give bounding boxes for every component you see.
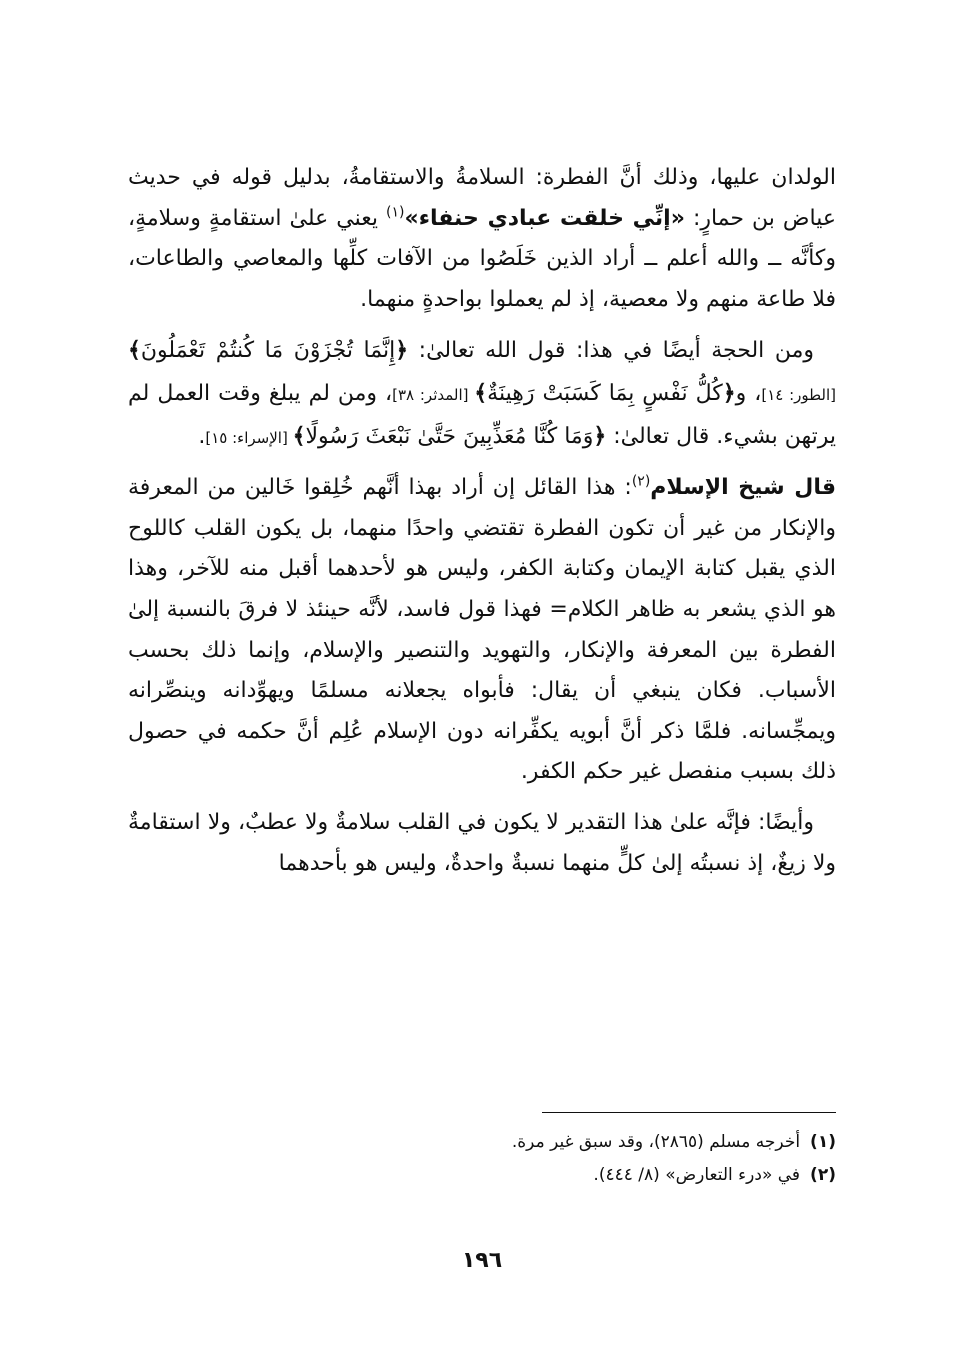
footnote-1-number: (١) <box>810 1132 836 1152</box>
quran-bracket-open-1: ﴿ <box>395 337 409 364</box>
quran-bracket-open-2: ﴿ <box>722 379 736 406</box>
paragraph-2-mid: ، ومن لم يبلغ وقت العمل لم يرتهن بشيء. قال تعالىٰ: <box>128 380 836 449</box>
quran-verse-2: كُلُّ نَفْسٍ بِمَا كَسَبَتْ رَهِينَةٌ <box>487 380 723 406</box>
paragraph-2-end: . <box>198 423 206 449</box>
speaker-name: قال شيخ الإسلام <box>650 475 836 501</box>
footnote-divider <box>542 1112 836 1113</box>
footnote-2-text: في «درء التعارض» (٨/ ٤٤٤). <box>593 1165 801 1185</box>
footnote-ref-2: (٢) <box>631 473 651 490</box>
verse-reference-1: [الطور: ١٤] <box>761 385 837 404</box>
paragraph-4-text: وأيضًا: فإنَّه علىٰ هذا التقدير لا يكون في القلب سلامةٌ ولا عطبٌ، ولا استقامةٌ ولا زيغٌ، إذ نسبتُه إلىٰ كلٍّ منهما نسبةٌ واحدةٌ، وليس هو بأحدهما <box>128 809 836 876</box>
verse-reference-2: [المدثر: ٣٨] <box>392 385 475 404</box>
footnote-2 <box>128 1159 836 1192</box>
paragraph-2-intro: ومن الحجة أيضًا في هذا: قول الله تعالىٰ: <box>408 338 814 364</box>
paragraph-1 <box>128 158 836 320</box>
paragraph-1-text-b: يعني علىٰ استقامةٍ وسلامةٍ، وكأنَّه ــ والله أعلم ــ أراد الذين خَلَصُوا من الآفات كلِّها والمعاصي والطاعات، فلا طاعة منهم ولا معصية، إذ لم يعملوا بواحدةٍ منهما. <box>128 205 836 312</box>
quran-verse-3: وَمَا كُنَّا مُعَذِّبِينَ حَتَّىٰ نَبْعَثَ رَسُولًا <box>305 423 594 449</box>
paragraph-3-text: : هذا القائل إن أراد بهذا أنَّهم خُلِقوا خَالين من المعرفة والإنكار من غير أن تكون الفطرة تقتضي واحدًا منهما، بل يكون القلب كاللوح الذي يقبل كتابة الإيمان وكتابة الكفر، وليس هو لأحدهما أقبل منه للآخر، وهذا هو الذي يشعر به ظاهر الكلام= فهذا قول فاسد، لأنَّه حينئذ لا فرقَ بالنسبة إلىٰ الفطرة بين المعرفة والإنكار، والتهويد والتنصير والإسلام، وإنما ذلك بحسب الأسباب. فكان ينبغي أن يقال: فأبواه يجعلانه مسلمًا ويهوِّدانه وينصِّرانه ويمجِّسانه. فلمَّا ذكر أنَّ أبويه يكفِّرانه دون الإسلام عُلِم أنَّ حكمه في حصول ذلك بسبب منفصل غير حكم الكفر. <box>128 475 836 785</box>
paragraph-2-join: ، و <box>735 380 762 406</box>
footnote-2-number: (٢) <box>810 1165 836 1185</box>
footnote-1-text: أخرجه مسلم (٢٨٦٥)، وقد سبق غير مرة. <box>511 1132 801 1152</box>
paragraph-4 <box>128 803 836 884</box>
paragraph-1-text-a: الولدان عليها، وذلك أنَّ الفطرة: السلامةُ والاستقامةُ، بدليل قوله في حديث عياض بن حمارٍ: <box>128 165 836 231</box>
quran-bracket-open-3: ﴿ <box>593 422 607 449</box>
footnotes <box>128 1126 836 1192</box>
quran-bracket-close-3: ﴾ <box>292 422 306 449</box>
quran-bracket-close-2: ﴾ <box>474 379 488 406</box>
quran-verse-1: إِنَّمَا تُجْزَوْنَ مَا كُنتُمْ تَعْمَلُونَ <box>140 338 396 364</box>
footnote-ref-1: (١) <box>386 204 405 221</box>
paragraph-2 <box>128 330 836 458</box>
main-text <box>128 158 836 894</box>
footnote-1 <box>128 1126 836 1159</box>
paragraph-3 <box>128 468 836 793</box>
page-number: ١٩٦ <box>461 1248 503 1273</box>
quran-bracket-close-1: ﴾ <box>128 337 141 364</box>
verse-reference-3: [الإسراء: ١٥] <box>205 428 293 447</box>
hadith-quote: «إنِّي خلقت عبادي حنفاء» <box>404 205 685 231</box>
